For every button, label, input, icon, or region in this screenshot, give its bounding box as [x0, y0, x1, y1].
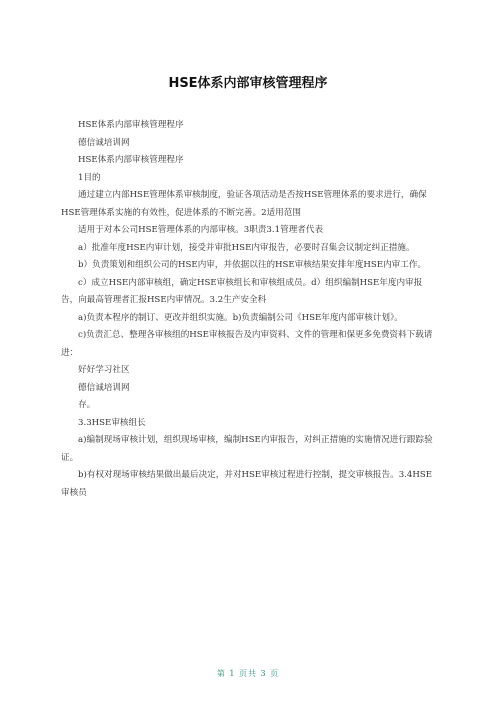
paragraph: 通过建立内部HSE管理体系审核制度，验证各项活动是否按HSE管理体系的要求进行，确保HSE管理体系实施的有效性，促进体系的不断完善。2适用范围: [61, 190, 427, 218]
paragraph: a)负责本程序的制订、更改并组织实施。b)负责编制公司《HSE年度内部审核计划》。: [78, 312, 403, 323]
paragraph: HSE体系内部审核管理程序: [78, 155, 184, 165]
document-body: [61, 117, 437, 502]
paragraph: 1目的: [78, 172, 101, 183]
paragraph: a)编制现场审核计划，组织现场审核，编制HSE内审报告，对纠正措施的实施情况进行跟踪验证。: [61, 435, 433, 463]
paragraph: 德信诚培训网: [78, 382, 130, 393]
document-title: HSE体系内部审核管理程序: [168, 76, 328, 91]
paragraph: 适用于对本公司HSE管理体系的内部审核。3职责3.1管理者代表: [78, 225, 324, 235]
paragraph: b)有权对现场审核结果做出最后决定，并对HSE审核过程进行控制，提交审核报告。3.4HSE审核员: [61, 470, 433, 498]
paragraph: HSE体系内部审核管理程序: [78, 120, 184, 130]
paragraph: a）批准年度HSE内审计划，接受并审批HSE内审报告，必要时召集会议制定纠正措施。: [78, 242, 415, 253]
paragraph: b）负责策划和组织公司的HSE内审，并依据以往的HSE审核结果安排年度HSE内审工作。: [78, 260, 427, 270]
paragraph: 德信诚培训网: [78, 137, 130, 148]
paragraph: 3.3HSE审核组长: [78, 417, 146, 428]
paragraph: 好好学习社区: [78, 365, 130, 375]
paragraph: 存。: [78, 400, 96, 410]
paragraph: c）成立HSE内部审核组，确定HSE审核组长和审核组成员。d）组织编制HSE年度内审报告，向最高管理者汇报HSE内审情况。3.2生产安全科: [61, 277, 423, 305]
paragraph: c)负责汇总、整理各审核组的HSE审核报告及内审资料、文件的管理和保更多免费资料下载请进：: [61, 330, 433, 358]
page-number-footer: 第 1 页共 3 页: [216, 669, 280, 678]
